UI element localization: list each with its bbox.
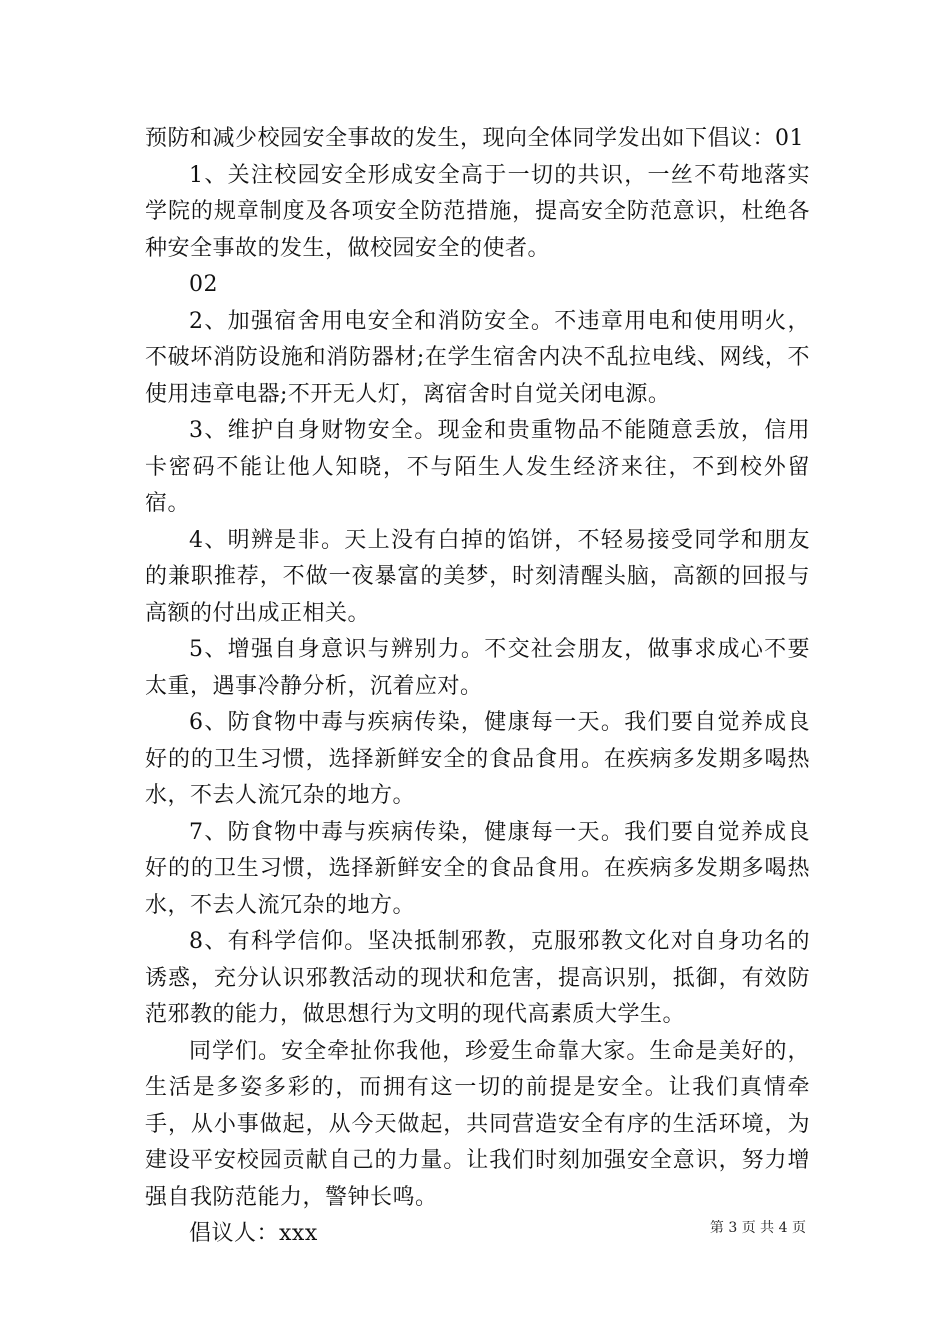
item-5-paragraph: 5、增强自身意识与辨别力。不交社会朋友，做事求成心不要太重，遇事冷静分析，沉着应对。: [145, 637, 810, 699]
document-body: [145, 121, 810, 1253]
item-8-paragraph: 8、有科学信仰。坚决抵制邪教，克服邪教文化对自身功名的诱惑，充分认识邪教活动的现状和危害，提高识别，抵御，有效防范邪教的能力，做思想行为文明的现代高素质大学生。: [145, 929, 810, 1027]
item-1-paragraph: 1、关注校园安全形成安全高于一切的共识，一丝不苟地落实学院的规章制度及各项安全防范措施，提高安全防范意识，杜绝各种安全事故的发生，做校园安全的使者。: [145, 162, 810, 261]
section-marker-02: 02: [189, 272, 218, 297]
closing-paragraph: 同学们。安全牵扯你我他，珍爱生命靠大家。生命是美好的，生活是多姿多彩的，而拥有这一切的前提是安全。让我们真情牵手，从小事做起，从今天做起，共同营造安全有序的生活环境，为建设平安校园贡献自己的力量。让我们时刻加强安全意识，努力增强自我防范能力，警钟长鸣。: [145, 1038, 810, 1210]
item-6-paragraph: 6、防食物中毒与疾病传染，健康每一天。我们要自觉养成良好的的卫生习惯，选择新鲜安全的食品食用。在疾病多发期多喝热水，不去人流冗杂的地方。: [145, 710, 810, 808]
item-2-paragraph: 2、加强宿舍用电安全和消防安全。不违章用电和使用明火，不破坏消防设施和消防器材;在学生宿舍内决不乱拉电线、网线，不使用违章电器;不开无人灯，离宿舍时自觉关闭电源。: [145, 308, 810, 407]
intro-paragraph: 预防和减少校园安全事故的发生，现向全体同学发出如下倡议：01: [145, 126, 804, 151]
item-4-paragraph: 4、明辨是非。天上没有白掉的馅饼，不轻易接受同学和朋友的兼职推荐，不做一夜暴富的美梦，时刻清醒头脑，高额的回报与高额的付出成正相关。: [145, 527, 810, 626]
item-3-paragraph: 3、维护自身财物安全。现金和贵重物品不能随意丢放，信用卡密码不能让他人知晓，不与陌生人发生经济来往，不到校外留宿。: [145, 418, 810, 516]
item-7-paragraph: 7、防食物中毒与疾病传染，健康每一天。我们要自觉养成良好的的卫生习惯，选择新鲜安全的食品食用。在疾病多发期多喝热水，不去人流冗杂的地方。: [145, 819, 810, 918]
signature-line: 倡议人：xxx: [189, 1221, 318, 1246]
page-number: 第 3 页 共 4 页: [709, 1220, 806, 1236]
